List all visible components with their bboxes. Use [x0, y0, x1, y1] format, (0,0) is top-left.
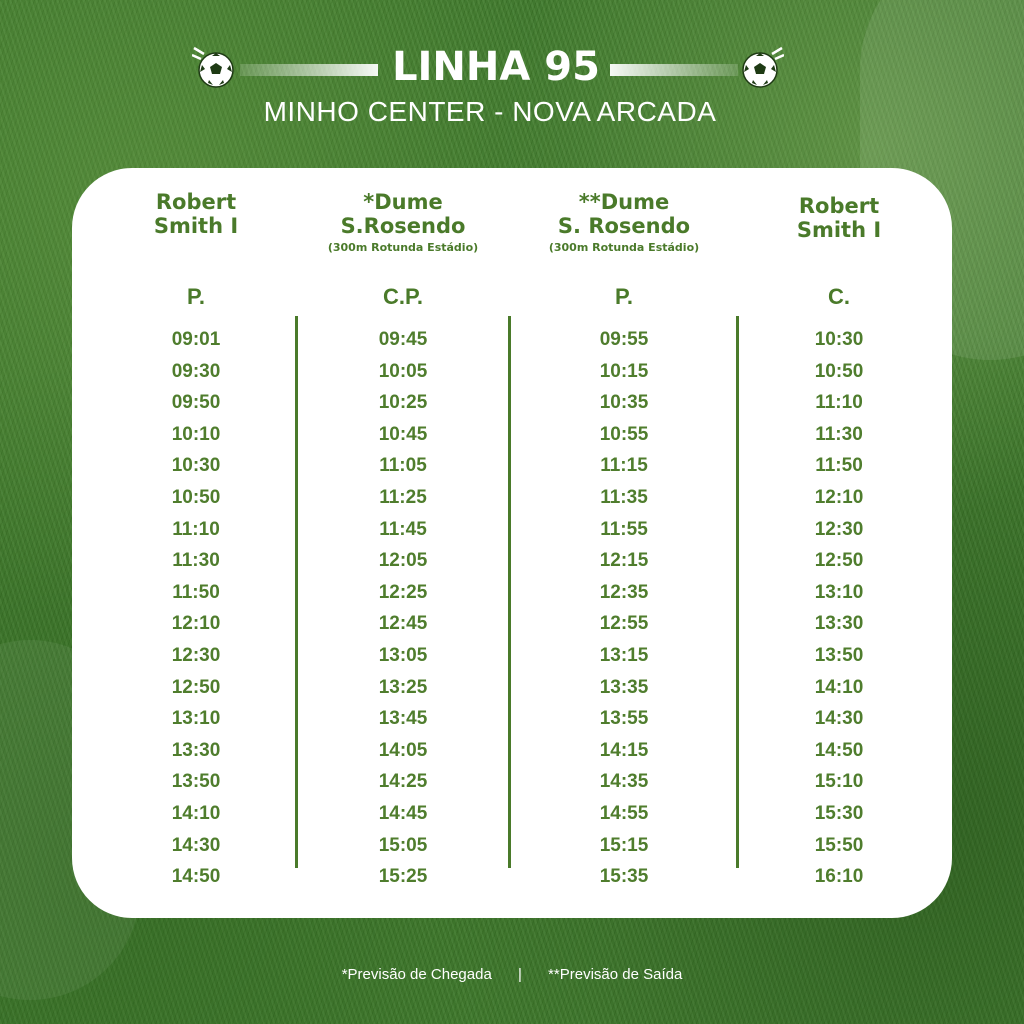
time-entry: 15:30 — [814, 802, 864, 824]
time-entry: 14:30 — [814, 708, 864, 730]
column-type-label: P. — [187, 284, 205, 309]
time-entry: 12:50 — [171, 676, 221, 698]
time-entry: 11:45 — [379, 518, 427, 540]
time-entry: 14:30 — [171, 834, 221, 856]
time-entry: 10:50 — [171, 486, 221, 508]
column-header-line: Smith I — [153, 214, 239, 238]
time-entry: 09:45 — [378, 329, 428, 350]
time-entry: 13:45 — [378, 708, 428, 730]
column-header-line: Robert — [155, 190, 237, 214]
time-entry: 11:30 — [172, 550, 220, 572]
title-stripe-left — [240, 64, 378, 76]
column-type-label: C. — [828, 284, 850, 309]
time-entry: 14:10 — [171, 802, 221, 824]
time-entry: 12:15 — [599, 550, 649, 572]
time-list — [511, 324, 737, 893]
time-entry: 12:05 — [378, 550, 428, 572]
time-entry: 12:45 — [378, 613, 428, 635]
time-entry: 11:15 — [600, 455, 648, 477]
time-entry: 13:10 — [814, 581, 864, 603]
column-header-line: S. Rosendo — [557, 214, 691, 238]
column-note: (300m Rotunda Estádio) — [327, 241, 479, 254]
time-entry: 13:10 — [171, 708, 221, 730]
column-header — [298, 190, 508, 256]
time-entry: 14:25 — [378, 771, 428, 793]
time-entry: 12:50 — [814, 550, 864, 572]
column-header-line: Robert — [798, 194, 880, 218]
time-entry: 15:10 — [814, 771, 864, 793]
time-entry: 14:45 — [378, 802, 428, 824]
column-header-line: *Dume — [363, 190, 443, 214]
time-entry: 09:55 — [599, 329, 649, 350]
column-header — [739, 194, 939, 242]
time-entry: 10:30 — [814, 329, 864, 350]
time-list — [298, 324, 508, 893]
time-entry: 11:05 — [379, 455, 427, 477]
time-entry: 15:15 — [599, 834, 649, 856]
time-entry: 12:30 — [814, 518, 864, 540]
time-entry: 15:05 — [378, 834, 428, 856]
time-entry: 11:10 — [815, 392, 863, 414]
time-entry: 10:35 — [599, 392, 649, 414]
column-header — [511, 190, 737, 256]
time-entry: 10:10 — [171, 423, 221, 445]
footer-legend — [0, 966, 1024, 983]
soccer-ball-icon — [192, 46, 236, 90]
time-entry: 10:55 — [599, 423, 649, 445]
column-header — [104, 190, 288, 238]
time-entry: 10:45 — [378, 423, 428, 445]
time-entry: 11:50 — [172, 581, 220, 603]
column-note: (300m Rotunda Estádio) — [548, 241, 700, 254]
time-entry: 12:25 — [378, 581, 428, 603]
column-header-line: S.Rosendo — [340, 214, 466, 238]
time-entry: 15:35 — [599, 866, 649, 888]
time-entry: 12:55 — [599, 613, 649, 635]
time-entry: 12:10 — [814, 486, 864, 508]
time-entry: 11:50 — [815, 455, 863, 477]
departure-note: **Previsão de Saída — [548, 966, 683, 983]
time-entry: 14:55 — [599, 802, 649, 824]
time-entry: 13:55 — [599, 708, 649, 730]
time-entry: 15:25 — [378, 866, 428, 888]
time-entry: 09:30 — [171, 360, 221, 382]
column-header-line: **Dume — [578, 190, 670, 214]
timetable-card — [72, 168, 952, 918]
time-entry: 13:15 — [599, 644, 649, 666]
time-entry: 13:25 — [378, 676, 428, 698]
header — [0, 40, 1024, 104]
time-entry: 11:25 — [379, 486, 427, 508]
time-entry: 12:30 — [171, 644, 221, 666]
time-entry: 10:30 — [171, 455, 221, 477]
time-entry: 14:05 — [378, 739, 428, 761]
time-entry: 14:50 — [814, 739, 864, 761]
time-entry: 12:10 — [171, 613, 221, 635]
time-entry: 10:50 — [814, 360, 864, 382]
time-entry: 11:55 — [600, 518, 648, 540]
route-subtitle: MINHO CENTER - NOVA ARCADA — [263, 96, 717, 127]
footer-separator: | — [517, 966, 522, 983]
time-entry: 12:35 — [599, 581, 649, 603]
time-entry: 13:30 — [814, 613, 864, 635]
time-list — [739, 324, 939, 893]
time-entry: 16:10 — [814, 866, 864, 888]
time-entry: 11:35 — [600, 486, 648, 508]
time-entry: 14:35 — [599, 771, 649, 793]
column-header-line: Smith I — [796, 218, 882, 242]
time-entry: 14:15 — [599, 739, 649, 761]
time-entry: 13:35 — [599, 676, 649, 698]
page-title: LINHA 95 — [392, 44, 600, 90]
soccer-ball-icon — [740, 46, 784, 90]
time-entry: 15:50 — [814, 834, 864, 856]
time-entry: 09:01 — [171, 329, 221, 350]
time-entry: 11:30 — [815, 423, 863, 445]
time-entry: 14:50 — [171, 866, 221, 888]
arrival-note: *Previsão de Chegada — [341, 966, 492, 983]
time-entry: 14:10 — [814, 676, 864, 698]
time-entry: 10:15 — [599, 360, 649, 382]
time-entry: 13:05 — [378, 644, 428, 666]
time-entry: 13:30 — [171, 739, 221, 761]
column-type-label: P. — [615, 284, 633, 309]
time-entry: 09:50 — [171, 392, 221, 414]
title-stripe-right — [610, 64, 738, 76]
time-entry: 11:10 — [172, 518, 220, 540]
column-type-label: C.P. — [383, 284, 423, 309]
time-entry: 10:25 — [378, 392, 428, 414]
time-list — [104, 324, 288, 893]
time-entry: 13:50 — [171, 771, 221, 793]
time-entry: 10:05 — [378, 360, 428, 382]
time-entry: 13:50 — [814, 644, 864, 666]
